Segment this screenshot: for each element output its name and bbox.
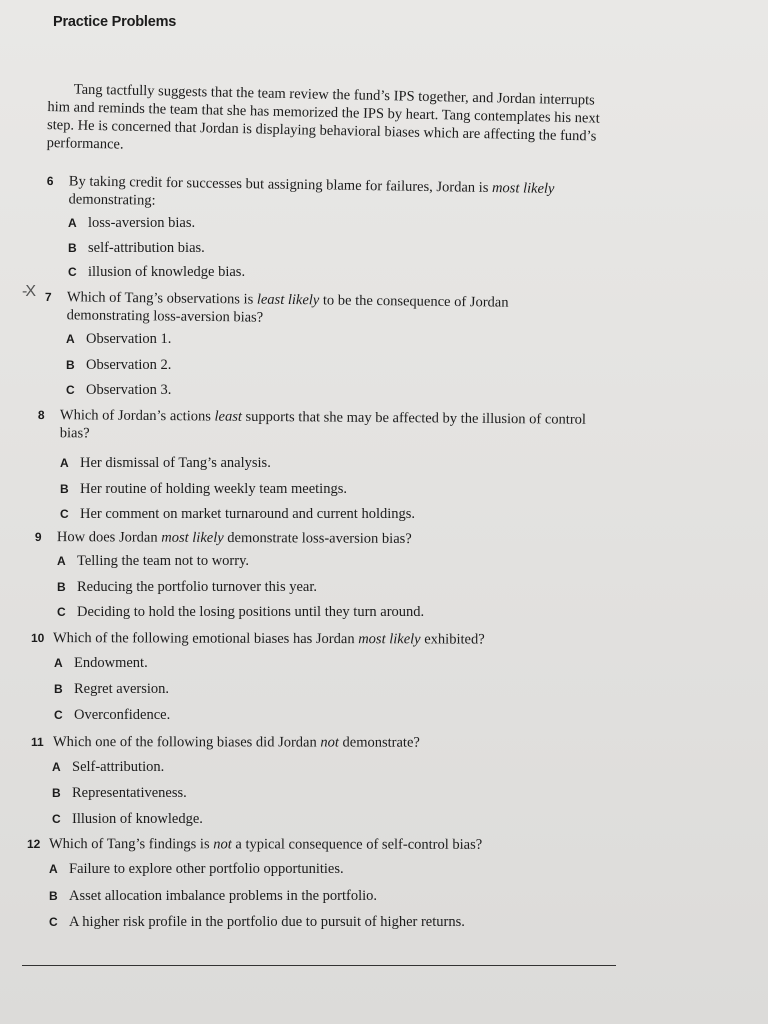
question-11	[31, 733, 551, 752]
answer-option-b	[60, 481, 347, 498]
answer-option-c	[57, 604, 424, 621]
option-text: illusion of knowledge bias.	[88, 264, 246, 280]
answer-option-a	[60, 455, 271, 472]
answer-option-a	[68, 215, 195, 232]
question-text-segment: By taking credit for successes but assigning blame for failures, Jordan is	[68, 173, 493, 196]
emphasis-text: least	[214, 408, 243, 425]
question-text-segment: Which one of the following biases did Jordan	[52, 734, 321, 751]
option-letter: C	[60, 507, 69, 521]
option-letter: B	[57, 580, 66, 594]
option-letter: C	[68, 265, 77, 279]
answer-option-b	[66, 357, 171, 374]
answer-option-c	[60, 506, 415, 523]
question-text-segment: Which of Jordan’s actions	[59, 407, 215, 425]
option-letter: A	[52, 760, 61, 774]
question-12	[27, 835, 587, 854]
option-text: self-attribution bias.	[88, 240, 205, 256]
answer-option-b	[68, 240, 205, 257]
question-text-segment: to be the consequence of Jordan demonstrating loss-aversion bias?	[66, 292, 509, 326]
option-letter: B	[52, 786, 61, 800]
question-text-segment: Which of the following emotional biases has Jordan	[52, 630, 359, 648]
option-text: Observation 3.	[86, 382, 172, 398]
answer-option-c	[54, 707, 170, 724]
option-letter: B	[54, 682, 63, 696]
answer-option-c	[49, 914, 465, 931]
handwritten-annotation: -X	[22, 283, 34, 300]
option-text: Her comment on market turnaround and current holdings.	[80, 506, 416, 522]
question-text-segment: Which of Tang’s findings is	[48, 836, 214, 853]
answer-option-a	[66, 331, 171, 348]
intro-text: Tang tactfully suggests that the team review the fund’s IPS together, and Jordan interrupts him and reminds the team that she has memorized the IPS by heart. Tang contemplates his next step. He is concerned that Jordan is displaying behavioral biases which are affecting the fund’s performance.	[46, 81, 600, 153]
question-8	[38, 406, 604, 447]
option-text: Deciding to hold the losing positions until they turn around.	[77, 604, 425, 620]
question-text	[53, 629, 591, 649]
option-text: Reducing the portfolio turnover this year.	[77, 579, 318, 595]
option-letter: B	[49, 889, 58, 903]
question-text	[53, 733, 551, 752]
question-number: 7	[44, 289, 52, 305]
page-header: Practice Problems	[53, 14, 177, 30]
answer-option-a	[49, 861, 344, 878]
option-letter: B	[68, 241, 77, 255]
answer-option-c	[68, 264, 245, 281]
question-text-segment: Which of Tang’s observations is	[66, 289, 257, 308]
option-letter: C	[54, 708, 63, 722]
option-letter: B	[66, 358, 75, 372]
emphasis-text: not	[320, 734, 339, 751]
option-letter: B	[60, 482, 69, 496]
question-number: 10	[30, 631, 45, 646]
option-letter: A	[54, 656, 63, 670]
question-text-segment: demonstrating:	[68, 191, 156, 209]
question-6	[46, 172, 584, 216]
intro-paragraph	[46, 80, 603, 164]
question-text	[67, 288, 578, 330]
option-text: Endowment.	[74, 655, 148, 671]
question-number: 9	[34, 530, 42, 545]
question-number: 8	[37, 407, 45, 423]
option-letter: A	[60, 456, 69, 470]
answer-option-a	[52, 759, 164, 776]
option-text: loss-aversion bias.	[88, 215, 196, 231]
option-text: Failure to explore other portfolio opportunities.	[69, 861, 344, 877]
option-text: Observation 2.	[86, 357, 172, 373]
footer-rule	[22, 965, 616, 966]
question-text	[57, 528, 535, 549]
option-letter: A	[49, 862, 58, 876]
question-text-segment: a typical consequence of self-control bias?	[231, 836, 483, 853]
question-number: 11	[30, 735, 44, 750]
option-letter: C	[49, 915, 58, 929]
question-text-segment: demonstrate loss-aversion bias?	[223, 529, 412, 547]
answer-option-b	[57, 579, 317, 596]
emphasis-text: least likely	[256, 291, 320, 309]
option-letter: C	[66, 383, 75, 397]
question-text	[68, 172, 585, 216]
question-text-segment: How does Jordan	[56, 529, 162, 546]
option-text: A higher risk profile in the portfolio due to pursuit of higher returns.	[69, 914, 465, 930]
option-text: Her dismissal of Tang’s analysis.	[80, 455, 271, 471]
emphasis-text: not	[213, 836, 232, 853]
option-letter: A	[68, 216, 77, 230]
option-letter: A	[57, 554, 66, 568]
question-7	[45, 288, 578, 331]
answer-option-b	[54, 681, 169, 698]
option-text: Self-attribution.	[72, 759, 165, 775]
question-number: 12	[26, 837, 41, 852]
question-text-segment: supports that she may be affected by the illusion of control bias?	[59, 408, 587, 442]
option-text: Observation 1.	[86, 331, 172, 347]
answer-option-a	[57, 553, 249, 570]
option-letter: C	[57, 605, 66, 619]
answer-option-c	[52, 811, 203, 828]
question-9	[35, 528, 535, 549]
option-text: Representativeness.	[72, 785, 187, 801]
question-10	[31, 629, 591, 649]
answer-option-c	[66, 382, 171, 399]
emphasis-text: most likely	[161, 529, 224, 546]
option-text: Illusion of knowledge.	[72, 811, 203, 827]
option-text: Asset allocation imbalance problems in the portfolio.	[69, 888, 378, 904]
option-text: Telling the team not to worry.	[77, 553, 250, 569]
question-number: 6	[46, 173, 54, 189]
question-text-segment: demonstrate?	[338, 734, 420, 751]
option-letter: C	[52, 812, 61, 826]
option-text: Overconfidence.	[74, 707, 171, 723]
option-text: Regret aversion.	[74, 681, 170, 697]
option-text: Her routine of holding weekly team meetings.	[80, 481, 347, 497]
question-text	[60, 406, 604, 447]
answer-option-a	[54, 655, 148, 672]
question-text-segment: exhibited?	[420, 631, 485, 648]
answer-option-b	[49, 888, 377, 905]
option-letter: A	[66, 332, 75, 346]
emphasis-text: most likely	[358, 631, 421, 648]
question-text	[49, 835, 587, 854]
answer-option-b	[52, 785, 187, 802]
emphasis-text: most likely	[491, 179, 555, 197]
